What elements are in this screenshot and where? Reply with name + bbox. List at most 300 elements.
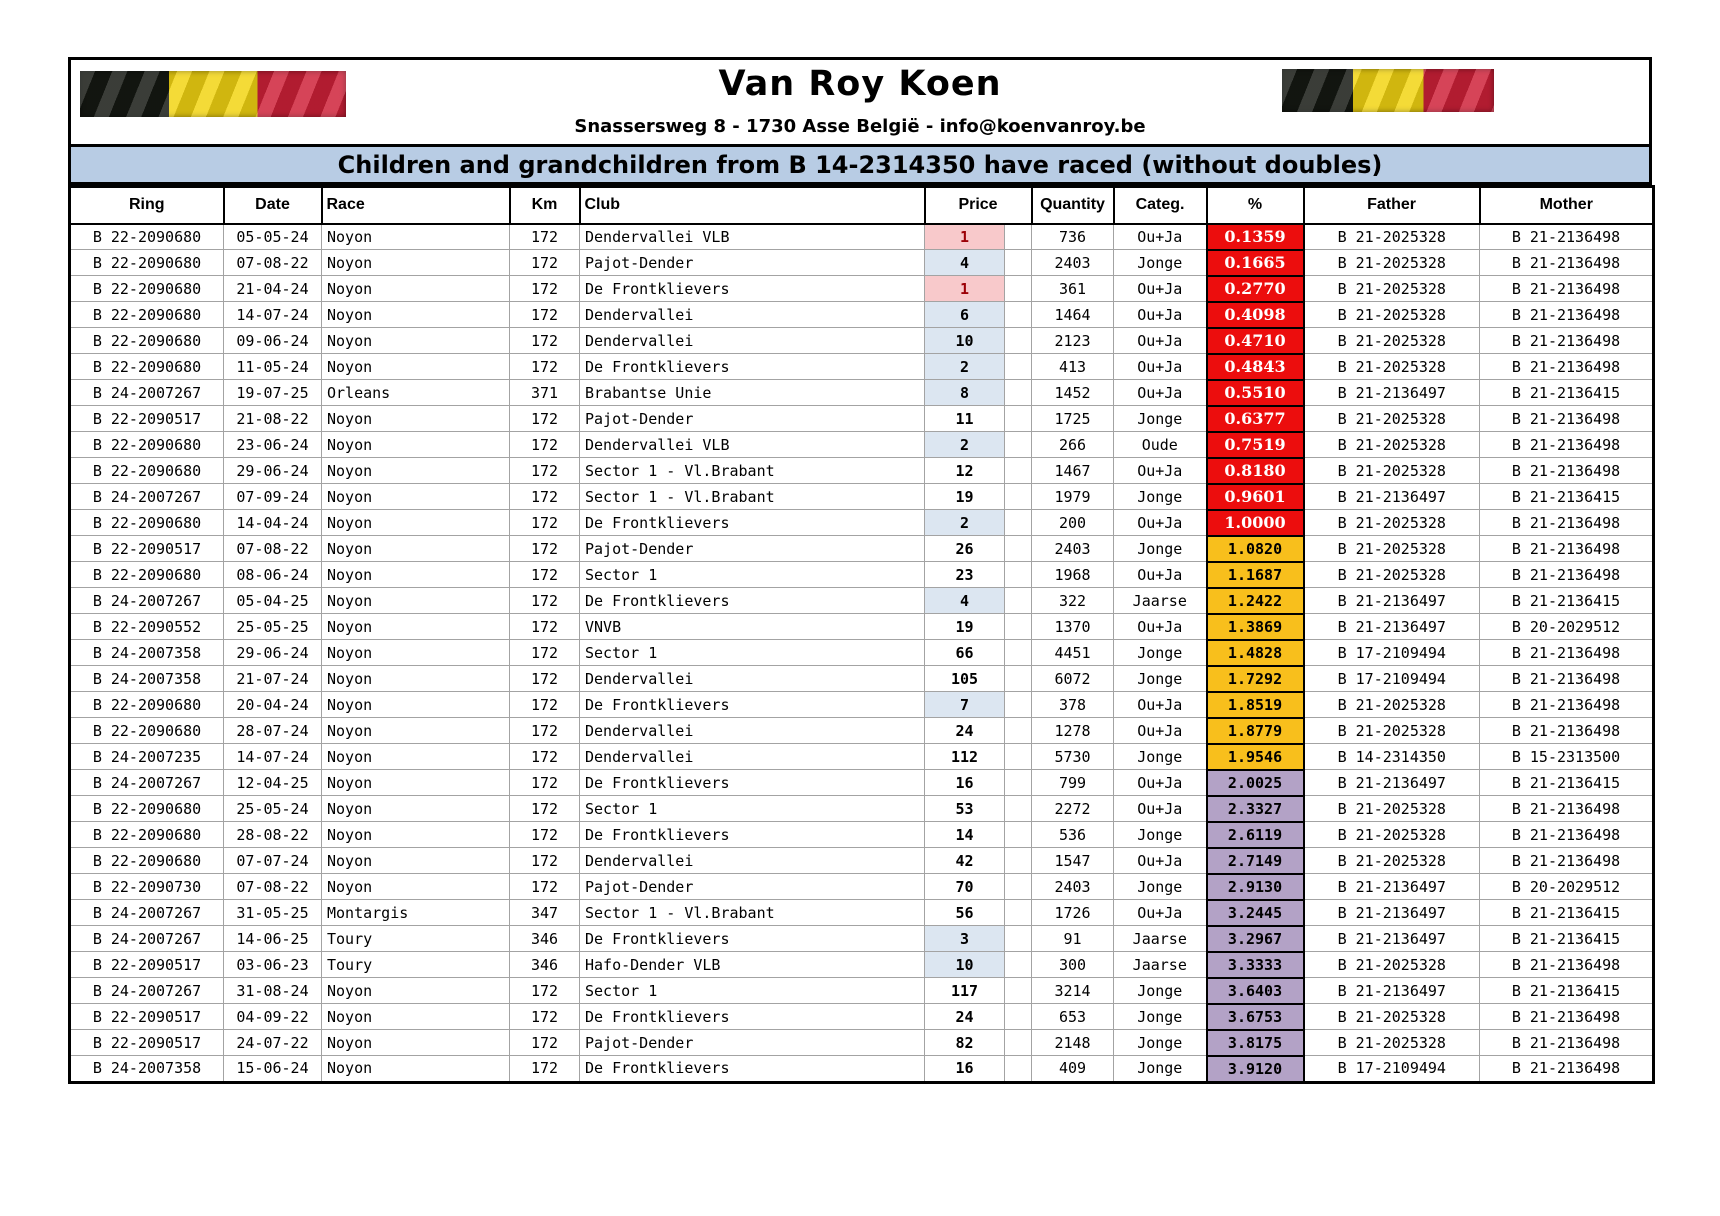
cell-father: B 21-2025328 (1304, 562, 1480, 588)
cell-father: B 17-2109494 (1304, 666, 1480, 692)
cell-spacer (1005, 406, 1032, 432)
cell-date: 28-08-22 (224, 822, 322, 848)
cell-percent: 2.0025 (1207, 770, 1304, 796)
table-row (70, 484, 1654, 510)
cell-percent: 2.9130 (1207, 874, 1304, 900)
cell-race: Noyon (322, 224, 510, 250)
cell-club: Dendervallei (580, 666, 925, 692)
cell-mother: B 21-2136498 (1480, 718, 1654, 744)
results-sheet (68, 57, 1652, 1084)
cell-club: Dendervallei (580, 744, 925, 770)
cell-mother: B 15-2313500 (1480, 744, 1654, 770)
cell-date: 29-06-24 (224, 640, 322, 666)
cell-km: 172 (510, 874, 580, 900)
cell-club: De Frontklievers (580, 1004, 925, 1030)
cell-club: De Frontklievers (580, 276, 925, 302)
col-quantity: Quantity (1032, 187, 1114, 224)
cell-spacer (1005, 744, 1032, 770)
cell-price: 11 (925, 406, 1005, 432)
cell-ring: B 22-2090517 (70, 952, 224, 978)
cell-km: 172 (510, 588, 580, 614)
cell-percent: 0.8180 (1207, 458, 1304, 484)
cell-quantity: 1725 (1032, 406, 1114, 432)
cell-percent: 1.2422 (1207, 588, 1304, 614)
cell-percent: 0.1359 (1207, 224, 1304, 250)
cell-ring: B 24-2007267 (70, 900, 224, 926)
cell-ring: B 22-2090680 (70, 354, 224, 380)
cell-race: Noyon (322, 718, 510, 744)
table-row (70, 354, 1654, 380)
col-km: Km (510, 187, 580, 224)
cell-race: Noyon (322, 562, 510, 588)
cell-price: 56 (925, 900, 1005, 926)
cell-date: 03-06-23 (224, 952, 322, 978)
cell-race: Noyon (322, 276, 510, 302)
cell-race: Orleans (322, 380, 510, 406)
cell-mother: B 21-2136498 (1480, 224, 1654, 250)
cell-km: 172 (510, 510, 580, 536)
cell-percent: 0.9601 (1207, 484, 1304, 510)
cell-date: 28-07-24 (224, 718, 322, 744)
cell-date: 24-07-22 (224, 1030, 322, 1056)
cell-race: Noyon (322, 536, 510, 562)
cell-race: Noyon (322, 822, 510, 848)
cell-category: Ou+Ja (1114, 328, 1207, 354)
cell-price: 10 (925, 328, 1005, 354)
cell-club: Sector 1 (580, 640, 925, 666)
cell-race: Noyon (322, 978, 510, 1004)
cell-price: 2 (925, 432, 1005, 458)
cell-price: 42 (925, 848, 1005, 874)
cell-km: 172 (510, 692, 580, 718)
cell-date: 31-08-24 (224, 978, 322, 1004)
cell-ring: B 22-2090552 (70, 614, 224, 640)
cell-quantity: 653 (1032, 1004, 1114, 1030)
cell-quantity: 300 (1032, 952, 1114, 978)
cell-ring: B 22-2090730 (70, 874, 224, 900)
cell-mother: B 20-2029512 (1480, 614, 1654, 640)
cell-race: Noyon (322, 458, 510, 484)
cell-category: Ou+Ja (1114, 458, 1207, 484)
cell-race: Noyon (322, 1004, 510, 1030)
cell-ring: B 22-2090680 (70, 250, 224, 276)
cell-category: Jaarse (1114, 952, 1207, 978)
cell-category: Jaarse (1114, 926, 1207, 952)
cell-father: B 21-2025328 (1304, 692, 1480, 718)
cell-ring: B 22-2090680 (70, 796, 224, 822)
cell-club: Pajot-Dender (580, 874, 925, 900)
cell-price: 82 (925, 1030, 1005, 1056)
cell-mother: B 21-2136498 (1480, 848, 1654, 874)
table-row (70, 536, 1654, 562)
table-row (70, 1004, 1654, 1030)
cell-price: 19 (925, 614, 1005, 640)
cell-mother: B 21-2136498 (1480, 302, 1654, 328)
cell-club: Sector 1 - Vl.Brabant (580, 484, 925, 510)
cell-date: 12-04-25 (224, 770, 322, 796)
cell-km: 172 (510, 614, 580, 640)
cell-km: 172 (510, 1030, 580, 1056)
table-row (70, 588, 1654, 614)
cell-club: De Frontklievers (580, 510, 925, 536)
cell-km: 172 (510, 276, 580, 302)
table-row (70, 718, 1654, 744)
cell-date: 21-07-24 (224, 666, 322, 692)
table-row (70, 926, 1654, 952)
cell-date: 08-06-24 (224, 562, 322, 588)
cell-club: Dendervallei VLB (580, 432, 925, 458)
table-row (70, 328, 1654, 354)
cell-percent: 3.9120 (1207, 1056, 1304, 1083)
cell-quantity: 2403 (1032, 874, 1114, 900)
cell-ring: B 24-2007358 (70, 1056, 224, 1083)
cell-quantity: 1452 (1032, 380, 1114, 406)
cell-category: Jonge (1114, 1030, 1207, 1056)
cell-quantity: 91 (1032, 926, 1114, 952)
table-row (70, 978, 1654, 1004)
page-title: Van Roy Koen (718, 64, 1002, 104)
cell-spacer (1005, 614, 1032, 640)
cell-race: Noyon (322, 406, 510, 432)
cell-quantity: 1464 (1032, 302, 1114, 328)
cell-category: Ou+Ja (1114, 354, 1207, 380)
cell-spacer (1005, 640, 1032, 666)
cell-ring: B 22-2090517 (70, 1004, 224, 1030)
cell-race: Noyon (322, 614, 510, 640)
table-row (70, 1056, 1654, 1083)
cell-category: Jonge (1114, 1056, 1207, 1083)
cell-ring: B 22-2090680 (70, 510, 224, 536)
cell-quantity: 1726 (1032, 900, 1114, 926)
results-table (68, 185, 1655, 1084)
cell-club: De Frontklievers (580, 354, 925, 380)
cell-price: 16 (925, 770, 1005, 796)
col-father: Father (1304, 187, 1480, 224)
cell-father: B 21-2136497 (1304, 926, 1480, 952)
cell-spacer (1005, 718, 1032, 744)
cell-ring: B 22-2090517 (70, 406, 224, 432)
cell-percent: 1.0000 (1207, 510, 1304, 536)
cell-ring: B 22-2090680 (70, 224, 224, 250)
col-mother: Mother (1480, 187, 1654, 224)
cell-quantity: 1968 (1032, 562, 1114, 588)
cell-quantity: 266 (1032, 432, 1114, 458)
table-row (70, 250, 1654, 276)
table-row (70, 562, 1654, 588)
cell-km: 172 (510, 562, 580, 588)
cell-percent: 2.7149 (1207, 848, 1304, 874)
cell-club: De Frontklievers (580, 822, 925, 848)
cell-date: 14-07-24 (224, 302, 322, 328)
cell-club: Dendervallei (580, 302, 925, 328)
cell-mother: B 21-2136498 (1480, 692, 1654, 718)
cell-percent: 0.2770 (1207, 276, 1304, 302)
col-category: Categ. (1114, 187, 1207, 224)
cell-percent: 3.6403 (1207, 978, 1304, 1004)
cell-father: B 21-2025328 (1304, 250, 1480, 276)
cell-race: Montargis (322, 900, 510, 926)
cell-category: Jonge (1114, 978, 1207, 1004)
cell-race: Noyon (322, 1056, 510, 1083)
cell-race: Noyon (322, 510, 510, 536)
cell-mother: B 21-2136415 (1480, 926, 1654, 952)
cell-price: 12 (925, 458, 1005, 484)
cell-km: 172 (510, 432, 580, 458)
cell-quantity: 2272 (1032, 796, 1114, 822)
cell-percent: 3.3333 (1207, 952, 1304, 978)
cell-spacer (1005, 276, 1032, 302)
cell-club: Pajot-Dender (580, 536, 925, 562)
cell-father: B 21-2025328 (1304, 354, 1480, 380)
cell-spacer (1005, 1030, 1032, 1056)
cell-club: Brabantse Unie (580, 380, 925, 406)
cell-percent: 0.1665 (1207, 250, 1304, 276)
cell-price: 10 (925, 952, 1005, 978)
cell-ring: B 24-2007267 (70, 484, 224, 510)
cell-category: Jonge (1114, 250, 1207, 276)
cell-father: B 21-2025328 (1304, 328, 1480, 354)
cell-percent: 1.8519 (1207, 692, 1304, 718)
cell-km: 172 (510, 978, 580, 1004)
cell-percent: 0.6377 (1207, 406, 1304, 432)
cell-km: 172 (510, 796, 580, 822)
cell-quantity: 2403 (1032, 250, 1114, 276)
cell-spacer (1005, 458, 1032, 484)
cell-race: Noyon (322, 770, 510, 796)
cell-date: 07-08-22 (224, 874, 322, 900)
cell-club: Dendervallei (580, 718, 925, 744)
header-row (70, 187, 1654, 224)
cell-father: B 21-2025328 (1304, 1030, 1480, 1056)
cell-date: 14-07-24 (224, 744, 322, 770)
cell-date: 25-05-25 (224, 614, 322, 640)
cell-spacer (1005, 536, 1032, 562)
cell-price: 6 (925, 302, 1005, 328)
cell-quantity: 361 (1032, 276, 1114, 302)
table-row (70, 640, 1654, 666)
cell-price: 26 (925, 536, 1005, 562)
cell-race: Noyon (322, 848, 510, 874)
cell-club: Sector 1 (580, 562, 925, 588)
cell-category: Jonge (1114, 1004, 1207, 1030)
cell-category: Ou+Ja (1114, 276, 1207, 302)
cell-price: 1 (925, 276, 1005, 302)
cell-price: 53 (925, 796, 1005, 822)
cell-quantity: 4451 (1032, 640, 1114, 666)
cell-father: B 21-2025328 (1304, 796, 1480, 822)
cell-club: De Frontklievers (580, 770, 925, 796)
cell-date: 14-04-24 (224, 510, 322, 536)
cell-club: De Frontklievers (580, 1056, 925, 1083)
cell-percent: 1.3869 (1207, 614, 1304, 640)
cell-race: Noyon (322, 744, 510, 770)
cell-mother: B 21-2136498 (1480, 952, 1654, 978)
cell-father: B 21-2136497 (1304, 484, 1480, 510)
cell-mother: B 21-2136498 (1480, 276, 1654, 302)
cell-ring: B 24-2007267 (70, 978, 224, 1004)
cell-club: Dendervallei (580, 328, 925, 354)
cell-km: 172 (510, 458, 580, 484)
cell-quantity: 1979 (1032, 484, 1114, 510)
cell-race: Noyon (322, 354, 510, 380)
cell-km: 172 (510, 744, 580, 770)
cell-quantity: 1278 (1032, 718, 1114, 744)
cell-price: 16 (925, 1056, 1005, 1083)
section-banner: Children and grandchildren from B 14-2314350 have raced (without doubles) (68, 147, 1652, 185)
cell-spacer (1005, 1056, 1032, 1083)
cell-quantity: 536 (1032, 822, 1114, 848)
cell-km: 172 (510, 484, 580, 510)
cell-spacer (1005, 380, 1032, 406)
cell-percent: 3.2967 (1207, 926, 1304, 952)
cell-father: B 21-2136497 (1304, 978, 1480, 1004)
cell-price: 1 (925, 224, 1005, 250)
cell-km: 371 (510, 380, 580, 406)
cell-mother: B 21-2136498 (1480, 458, 1654, 484)
cell-club: De Frontklievers (580, 588, 925, 614)
cell-date: 21-04-24 (224, 276, 322, 302)
cell-spacer (1005, 302, 1032, 328)
cell-price: 23 (925, 562, 1005, 588)
cell-race: Noyon (322, 874, 510, 900)
address-line: Snassersweg 8 - 1730 Asse België - info@koenvanroy.be (574, 116, 1146, 137)
cell-spacer (1005, 692, 1032, 718)
cell-km: 172 (510, 536, 580, 562)
cell-category: Jonge (1114, 640, 1207, 666)
cell-km: 347 (510, 900, 580, 926)
letterhead (68, 57, 1652, 147)
cell-km: 172 (510, 406, 580, 432)
cell-club: Hafo-Dender VLB (580, 952, 925, 978)
cell-quantity: 322 (1032, 588, 1114, 614)
cell-mother: B 21-2136498 (1480, 328, 1654, 354)
cell-percent: 3.2445 (1207, 900, 1304, 926)
cell-spacer (1005, 328, 1032, 354)
cell-date: 07-08-22 (224, 250, 322, 276)
cell-price: 19 (925, 484, 1005, 510)
cell-date: 09-06-24 (224, 328, 322, 354)
cell-category: Jonge (1114, 406, 1207, 432)
table-row (70, 952, 1654, 978)
cell-price: 24 (925, 718, 1005, 744)
cell-club: VNVB (580, 614, 925, 640)
cell-spacer (1005, 848, 1032, 874)
table-row (70, 1030, 1654, 1056)
cell-ring: B 22-2090680 (70, 302, 224, 328)
cell-race: Noyon (322, 1030, 510, 1056)
cell-race: Noyon (322, 328, 510, 354)
cell-father: B 21-2025328 (1304, 718, 1480, 744)
cell-mother: B 21-2136415 (1480, 380, 1654, 406)
cell-date: 07-08-22 (224, 536, 322, 562)
cell-ring: B 22-2090517 (70, 536, 224, 562)
cell-spacer (1005, 250, 1032, 276)
cell-date: 07-07-24 (224, 848, 322, 874)
table-row (70, 510, 1654, 536)
cell-mother: B 21-2136498 (1480, 562, 1654, 588)
cell-price: 2 (925, 510, 1005, 536)
cell-race: Toury (322, 926, 510, 952)
cell-ring: B 22-2090680 (70, 718, 224, 744)
cell-spacer (1005, 432, 1032, 458)
cell-category: Jonge (1114, 744, 1207, 770)
cell-mother: B 21-2136498 (1480, 666, 1654, 692)
cell-category: Ou+Ja (1114, 848, 1207, 874)
cell-father: B 21-2025328 (1304, 432, 1480, 458)
cell-father: B 21-2136497 (1304, 900, 1480, 926)
col-ring: Ring (70, 187, 224, 224)
cell-mother: B 21-2136498 (1480, 640, 1654, 666)
cell-category: Ou+Ja (1114, 510, 1207, 536)
cell-club: De Frontklievers (580, 692, 925, 718)
cell-date: 21-08-22 (224, 406, 322, 432)
cell-percent: 0.5510 (1207, 380, 1304, 406)
cell-category: Ou+Ja (1114, 692, 1207, 718)
cell-km: 172 (510, 302, 580, 328)
cell-race: Noyon (322, 692, 510, 718)
table-row (70, 432, 1654, 458)
cell-father: B 21-2136497 (1304, 874, 1480, 900)
cell-mother: B 21-2136498 (1480, 1056, 1654, 1083)
cell-father: B 21-2025328 (1304, 822, 1480, 848)
cell-spacer (1005, 952, 1032, 978)
cell-percent: 1.7292 (1207, 666, 1304, 692)
cell-father: B 21-2025328 (1304, 302, 1480, 328)
cell-ring: B 22-2090680 (70, 692, 224, 718)
table-row (70, 900, 1654, 926)
cell-race: Noyon (322, 302, 510, 328)
table-row (70, 302, 1654, 328)
cell-percent: 1.4828 (1207, 640, 1304, 666)
cell-ring: B 22-2090680 (70, 562, 224, 588)
cell-quantity: 2403 (1032, 536, 1114, 562)
cell-ring: B 24-2007358 (70, 666, 224, 692)
table-row (70, 380, 1654, 406)
cell-date: 29-06-24 (224, 458, 322, 484)
cell-race: Noyon (322, 666, 510, 692)
cell-price: 4 (925, 588, 1005, 614)
cell-price: 66 (925, 640, 1005, 666)
cell-quantity: 5730 (1032, 744, 1114, 770)
cell-spacer (1005, 822, 1032, 848)
cell-father: B 21-2025328 (1304, 406, 1480, 432)
cell-club: Sector 1 - Vl.Brabant (580, 900, 925, 926)
cell-percent: 1.0820 (1207, 536, 1304, 562)
cell-quantity: 736 (1032, 224, 1114, 250)
col-race: Race (322, 187, 510, 224)
cell-father: B 21-2136497 (1304, 614, 1480, 640)
cell-category: Jonge (1114, 874, 1207, 900)
cell-date: 31-05-25 (224, 900, 322, 926)
table-row (70, 770, 1654, 796)
cell-category: Ou+Ja (1114, 900, 1207, 926)
cell-father: B 21-2025328 (1304, 1004, 1480, 1030)
cell-category: Jonge (1114, 536, 1207, 562)
cell-race: Noyon (322, 796, 510, 822)
cell-ring: B 24-2007267 (70, 770, 224, 796)
cell-category: Ou+Ja (1114, 224, 1207, 250)
cell-father: B 21-2025328 (1304, 224, 1480, 250)
cell-mother: B 21-2136498 (1480, 354, 1654, 380)
cell-club: Dendervallei (580, 848, 925, 874)
cell-club: Dendervallei VLB (580, 224, 925, 250)
cell-price: 24 (925, 1004, 1005, 1030)
cell-percent: 1.9546 (1207, 744, 1304, 770)
cell-category: Ou+Ja (1114, 796, 1207, 822)
cell-mother: B 21-2136415 (1480, 484, 1654, 510)
cell-father: B 21-2025328 (1304, 536, 1480, 562)
col-date: Date (224, 187, 322, 224)
